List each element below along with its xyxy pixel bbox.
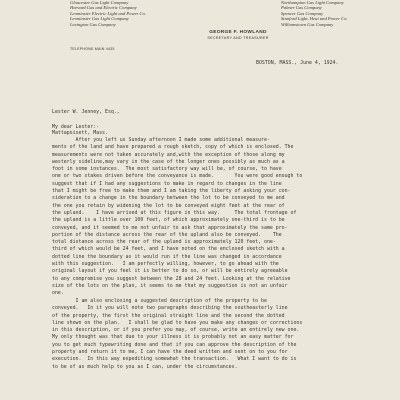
signatory-title: SECRETARY AND TREASURER xyxy=(207,36,269,40)
typed-line: to be of as much help to you as I can, under the circumstances. xyxy=(52,363,238,370)
company-line: Stanford Light, Heat and Power Co. xyxy=(281,16,348,22)
company-line: Williamstown Gas Company xyxy=(281,21,334,27)
typed-line: execution. In this way expediting somewhat the transaction. What I want to do is xyxy=(52,356,297,363)
telephone-line: TELEPHONE MAIN 4435 xyxy=(70,47,115,51)
letterhead-companies-left xyxy=(70,0,146,27)
typed-line: measurements were not taken accurately and,with the exception of those along my xyxy=(52,151,285,158)
typed-line: portion of the distance across the rear of the upland also be conveyed. The xyxy=(52,231,282,238)
company-line: Leominster Electric Light and Power Co. xyxy=(70,10,147,16)
body-paragraph-2 xyxy=(52,298,302,371)
typed-line: the one you retain by widening the lot to be conveyed eight feet at the rear of xyxy=(52,202,285,209)
typed-line: with this suggestion. I am perfectly willing, however, to go ahead with the xyxy=(52,261,279,268)
typed-line: line shown on the plan. I shall be glad to have you make any changes or corrections xyxy=(52,319,303,326)
company-line: Harvard Gas and Electric Company xyxy=(70,5,137,11)
typed-line: third of which would be 24 feet, and I have noted on the enclosed sketch with a xyxy=(52,246,285,253)
typed-line: conveyed, and it seemed to me not unfair to ask that approximately the same pro- xyxy=(52,224,288,231)
typed-line: one or two stakes driven before the conveyance is made. You were good enough to xyxy=(52,173,303,180)
company-line: Leominster Gas Light Company xyxy=(70,16,129,22)
typed-line: the upland. I have arrived at this figure in this way. The total frontage of xyxy=(52,209,297,216)
typed-line: dotted line the boundary as it would run if the line was changed in accordance xyxy=(52,253,282,260)
recipient-name: Lester W. Jenney, Esq., xyxy=(52,108,120,115)
company-line: Spencer Gas Company xyxy=(281,10,324,16)
typed-line: of the property, the first the original straight line and the second the dotted xyxy=(52,312,285,319)
typed-line: ments of the land and have prepared a rough sketch, copy of which is enclosed. The xyxy=(52,144,294,151)
typed-line: the upland is a little over 100 feet, of which approximately one-third is to be xyxy=(52,217,285,224)
company-line: Lexington Gas Company xyxy=(70,21,116,27)
recipient-place: Mattapoisett, Mass. xyxy=(52,130,108,137)
typed-line: in this description, or if you prefer you may, of course, write an entirely new one. xyxy=(52,327,300,334)
typed-line: suggest that if I had any suggestions to make in regard to changes in the line xyxy=(52,180,282,187)
letterhead-signatory xyxy=(193,30,283,40)
signatory-name: GEORGE F. HOWLAND xyxy=(209,30,267,35)
typed-line: total distance across the rear of the upland is approximately 120 feet, one- xyxy=(52,239,276,246)
typed-line: to any compromise you suggest between the 28 and 24 feet. Looking at the relative xyxy=(52,275,291,282)
typed-line: foot in some instances. The most satisfactory way will be, of course, to have xyxy=(52,166,282,173)
letterhead xyxy=(28,0,374,62)
company-line: Gloucester Gas Light Company xyxy=(70,0,129,5)
typed-line: property and return it to me, I can have the deed written and sent on to you for xyxy=(52,349,288,356)
typed-line: size of the lots on the plan, it seems to me that my suggestion is not an unfair xyxy=(52,282,288,289)
typed-line: My only thought was that due to your illness it is probably not an easy matter for xyxy=(52,334,294,341)
typed-line: After you left us Sunday afternoon I made some additional measure- xyxy=(52,137,270,143)
company-line: Palmer Gas Company xyxy=(281,5,322,11)
typed-line: one. xyxy=(52,290,64,297)
salutation: My dear Lester:- xyxy=(52,124,100,130)
typed-line: conveyed. In it you will note two paragraphs describing the southeasterly line xyxy=(52,305,288,312)
typed-line: you to get much typewriting done and that if you can approve the description of the xyxy=(52,341,297,348)
dateline: BOSTON, MASS., June 4, 1924. xyxy=(256,60,339,66)
typed-line: original layout if you feel it is better to do so, or will be entirely agreeable xyxy=(52,268,288,275)
body-paragraph-1 xyxy=(52,137,302,298)
typed-line: sideration to a change in the boundary between the lot to be conveyed to me and xyxy=(52,195,285,202)
typed-line: that I might be free to make them and I am taking the liberty of asking your con- xyxy=(52,188,291,195)
letterhead-companies-right xyxy=(281,0,348,27)
typed-line: westerly sideline,may vary in the case of the longer ones possibly as much as a xyxy=(52,158,285,165)
typed-line: I am also enclosing a suggested description of the property to be xyxy=(52,298,267,304)
company-line: Northampton Gas Light Company xyxy=(281,0,344,5)
